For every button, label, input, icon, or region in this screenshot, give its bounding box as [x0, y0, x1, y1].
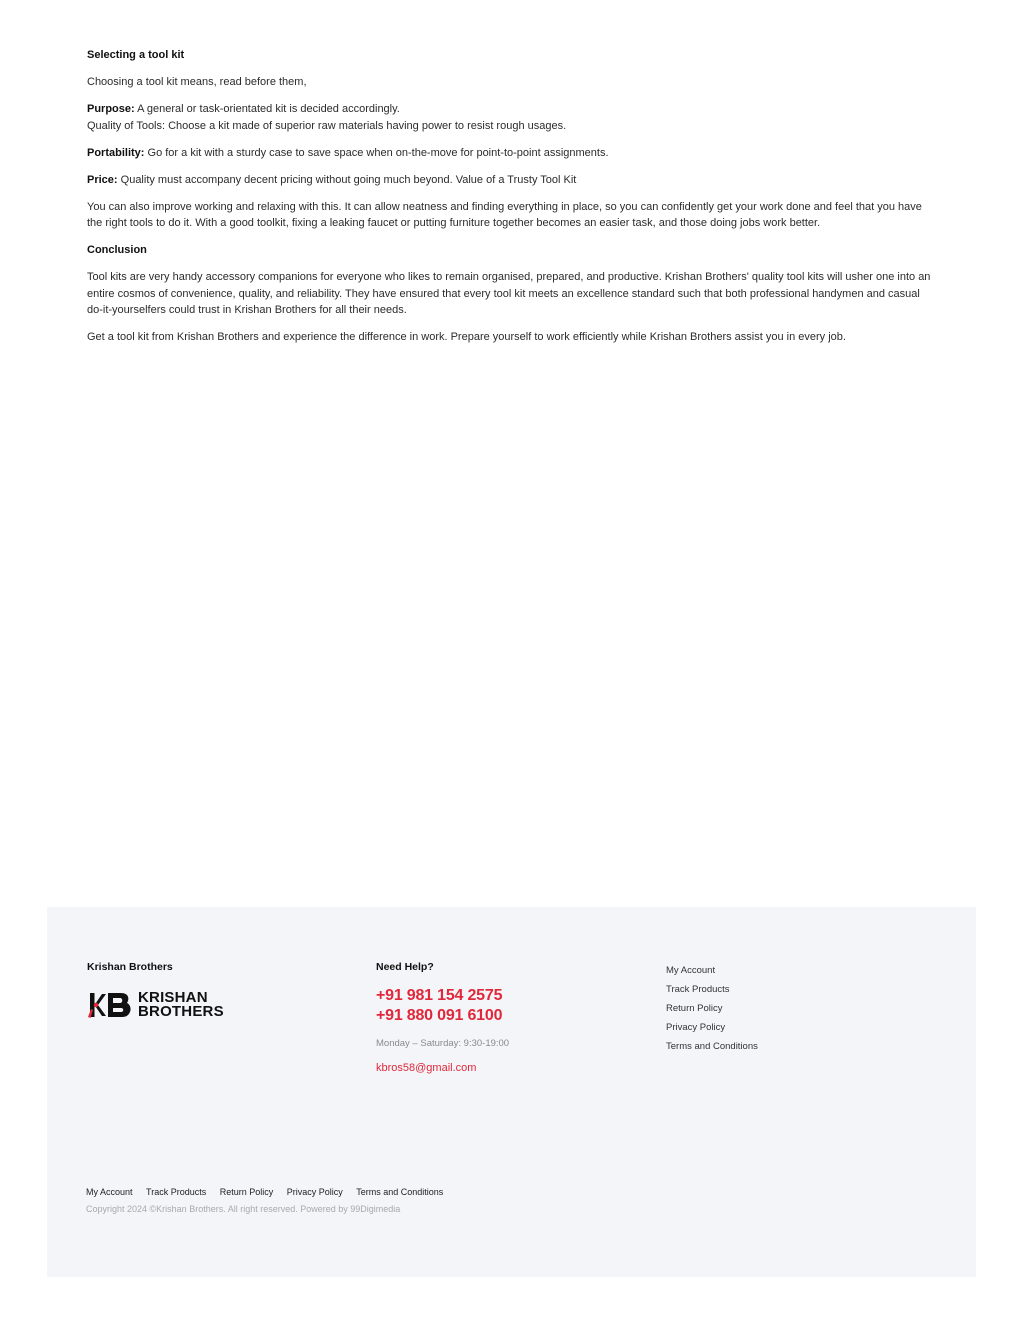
price-paragraph: [87, 172, 937, 189]
bottom-link-return-policy[interactable]: Return Policy: [219, 1187, 274, 1197]
quality-text: Quality of Tools: Choose a kit made of superior raw materials having power to resist rough usages.: [87, 119, 567, 132]
purpose-label: Purpose:: [87, 103, 135, 115]
logo-line-1: KRISHAN: [138, 988, 208, 1006]
closing-paragraph: Get a tool kit from Krishan Brothers and experience the difference in work. Prepare yourself to work efficiently while Krishan Brothers assist you in every job.: [87, 331, 846, 343]
logo-wordmark: [138, 988, 224, 1020]
article-body: [87, 47, 937, 356]
price-text: Quality must accompany decent pricing without going much beyond. Value of a Trusty Tool Kit: [120, 173, 577, 186]
phone-link-2[interactable]: +91 880 091 6100: [376, 1007, 503, 1024]
bottom-link-terms[interactable]: Terms and Conditions: [356, 1187, 444, 1197]
site-footer: [47, 907, 976, 1277]
portability-label: Portability:: [87, 146, 145, 159]
footer-menu-my-account[interactable]: My Account: [666, 965, 716, 976]
footer-menu-privacy-policy[interactable]: Privacy Policy: [666, 1022, 726, 1033]
business-hours: Monday – Saturday: 9:30-19:00: [376, 1038, 510, 1049]
footer-brand-title: Krishan Brothers: [87, 961, 173, 973]
footer-menu-terms[interactable]: Terms and Conditions: [666, 1041, 758, 1052]
conclusion-paragraph: Tool kits are very handy accessory companions for everyone who likes to remain organised, prepared, and productive. Krishan Brothers' quality tool kits will usher one into an entire cosmos of convenience, quality, and reliability. They have ensured that every tool kit meets an excellence standard such that both professional handymen and casual do-it-yourselfers could trust in Krishan Brothers for all their needs.: [87, 271, 931, 316]
copyright-text: Copyright 2024 ©Krishan Brothers. All right reserved. Powered by 99Digimedia: [86, 1204, 401, 1214]
bottom-link-privacy-policy[interactable]: Privacy Policy: [286, 1187, 343, 1197]
logo-line-2: BROTHERS: [138, 1003, 224, 1020]
footer-bottom-links: [86, 1187, 457, 1197]
logo-mark-icon: [87, 989, 135, 1021]
footer-help-title: Need Help?: [376, 961, 434, 973]
intro-paragraph: Choosing a tool kit means, read before them,: [87, 76, 307, 88]
footer-menu: [666, 963, 758, 1058]
email-link[interactable]: kbros58@gmail.com: [376, 1062, 477, 1074]
bottom-link-my-account[interactable]: My Account: [86, 1187, 133, 1197]
footer-menu-track-products[interactable]: Track Products: [666, 984, 730, 995]
footer-menu-return-policy[interactable]: Return Policy: [666, 1003, 723, 1014]
purpose-text: A general or task-orientated kit is decided accordingly.: [137, 103, 400, 115]
portability-text: Go for a kit with a sturdy case to save space when on-the-move for point-to-point assignments.: [147, 146, 609, 159]
heading-conclusion: Conclusion: [87, 244, 147, 256]
krishan-brothers-logo[interactable]: [87, 989, 237, 1021]
bottom-link-track-products[interactable]: Track Products: [146, 1187, 207, 1197]
price-label: Price:: [87, 173, 118, 186]
phone-link-1[interactable]: +91 981 154 2575: [376, 987, 503, 1004]
purpose-paragraph: [87, 101, 937, 134]
improve-paragraph: You can also improve working and relaxing with this. It can allow neatness and finding everything in place, so you can confidently get your work done and feel that you have the right tools to do it. With a good toolkit, fixing a leaking faucet or putting furniture together becomes an easier task, and those doing jobs work better.: [87, 200, 922, 229]
portability-paragraph: [87, 145, 937, 162]
heading-selecting-tool-kit: Selecting a tool kit: [87, 49, 185, 61]
